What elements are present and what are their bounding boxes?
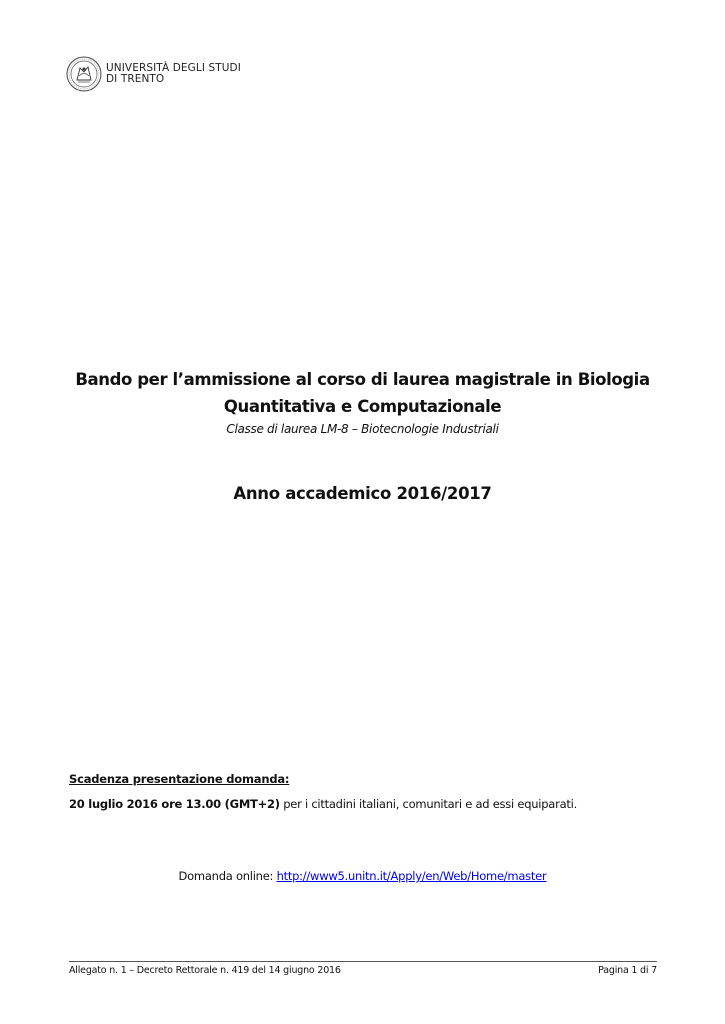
degree-class-subtitle: Classe di laurea LM-8 – Biotecnologie Industriali (226, 422, 499, 436)
university-name (106, 63, 241, 85)
footer-divider (69, 961, 657, 962)
deadline-note: per i cittadini italiani, comunitari e ad essi equiparati. (279, 797, 577, 811)
university-name-line2: DI TRENTO (106, 73, 165, 85)
deadline-heading: Scadenza presentazione domanda: (69, 772, 290, 786)
university-seal-icon (66, 56, 102, 92)
document-title-line2: Quantitativa e Computazionale (223, 397, 502, 416)
document-title (0, 366, 725, 420)
deadline-statement (69, 797, 577, 811)
academic-year-heading: Anno accademico 2016/2017 (233, 484, 492, 503)
document-title-line1: Bando per l’ammissione al corso di laurea magistrale in Biologia (75, 370, 650, 389)
university-logo (66, 56, 241, 92)
deadline-date: 20 luglio 2016 ore 13.00 (GMT+2) (69, 797, 280, 811)
online-application (0, 869, 725, 883)
footer-decree-reference: Allegato n. 1 – Decreto Rettorale n. 419 del 14 giugno 2016 (69, 965, 341, 976)
footer-page-number: Pagina 1 di 7 (598, 965, 657, 976)
university-name-line1: UNIVERSITÀ DEGLI STUDI (106, 62, 241, 74)
online-application-link[interactable]: http://www5.unitn.it/Apply/en/Web/Home/master (276, 869, 547, 883)
online-application-label: Domanda online: (178, 869, 277, 883)
